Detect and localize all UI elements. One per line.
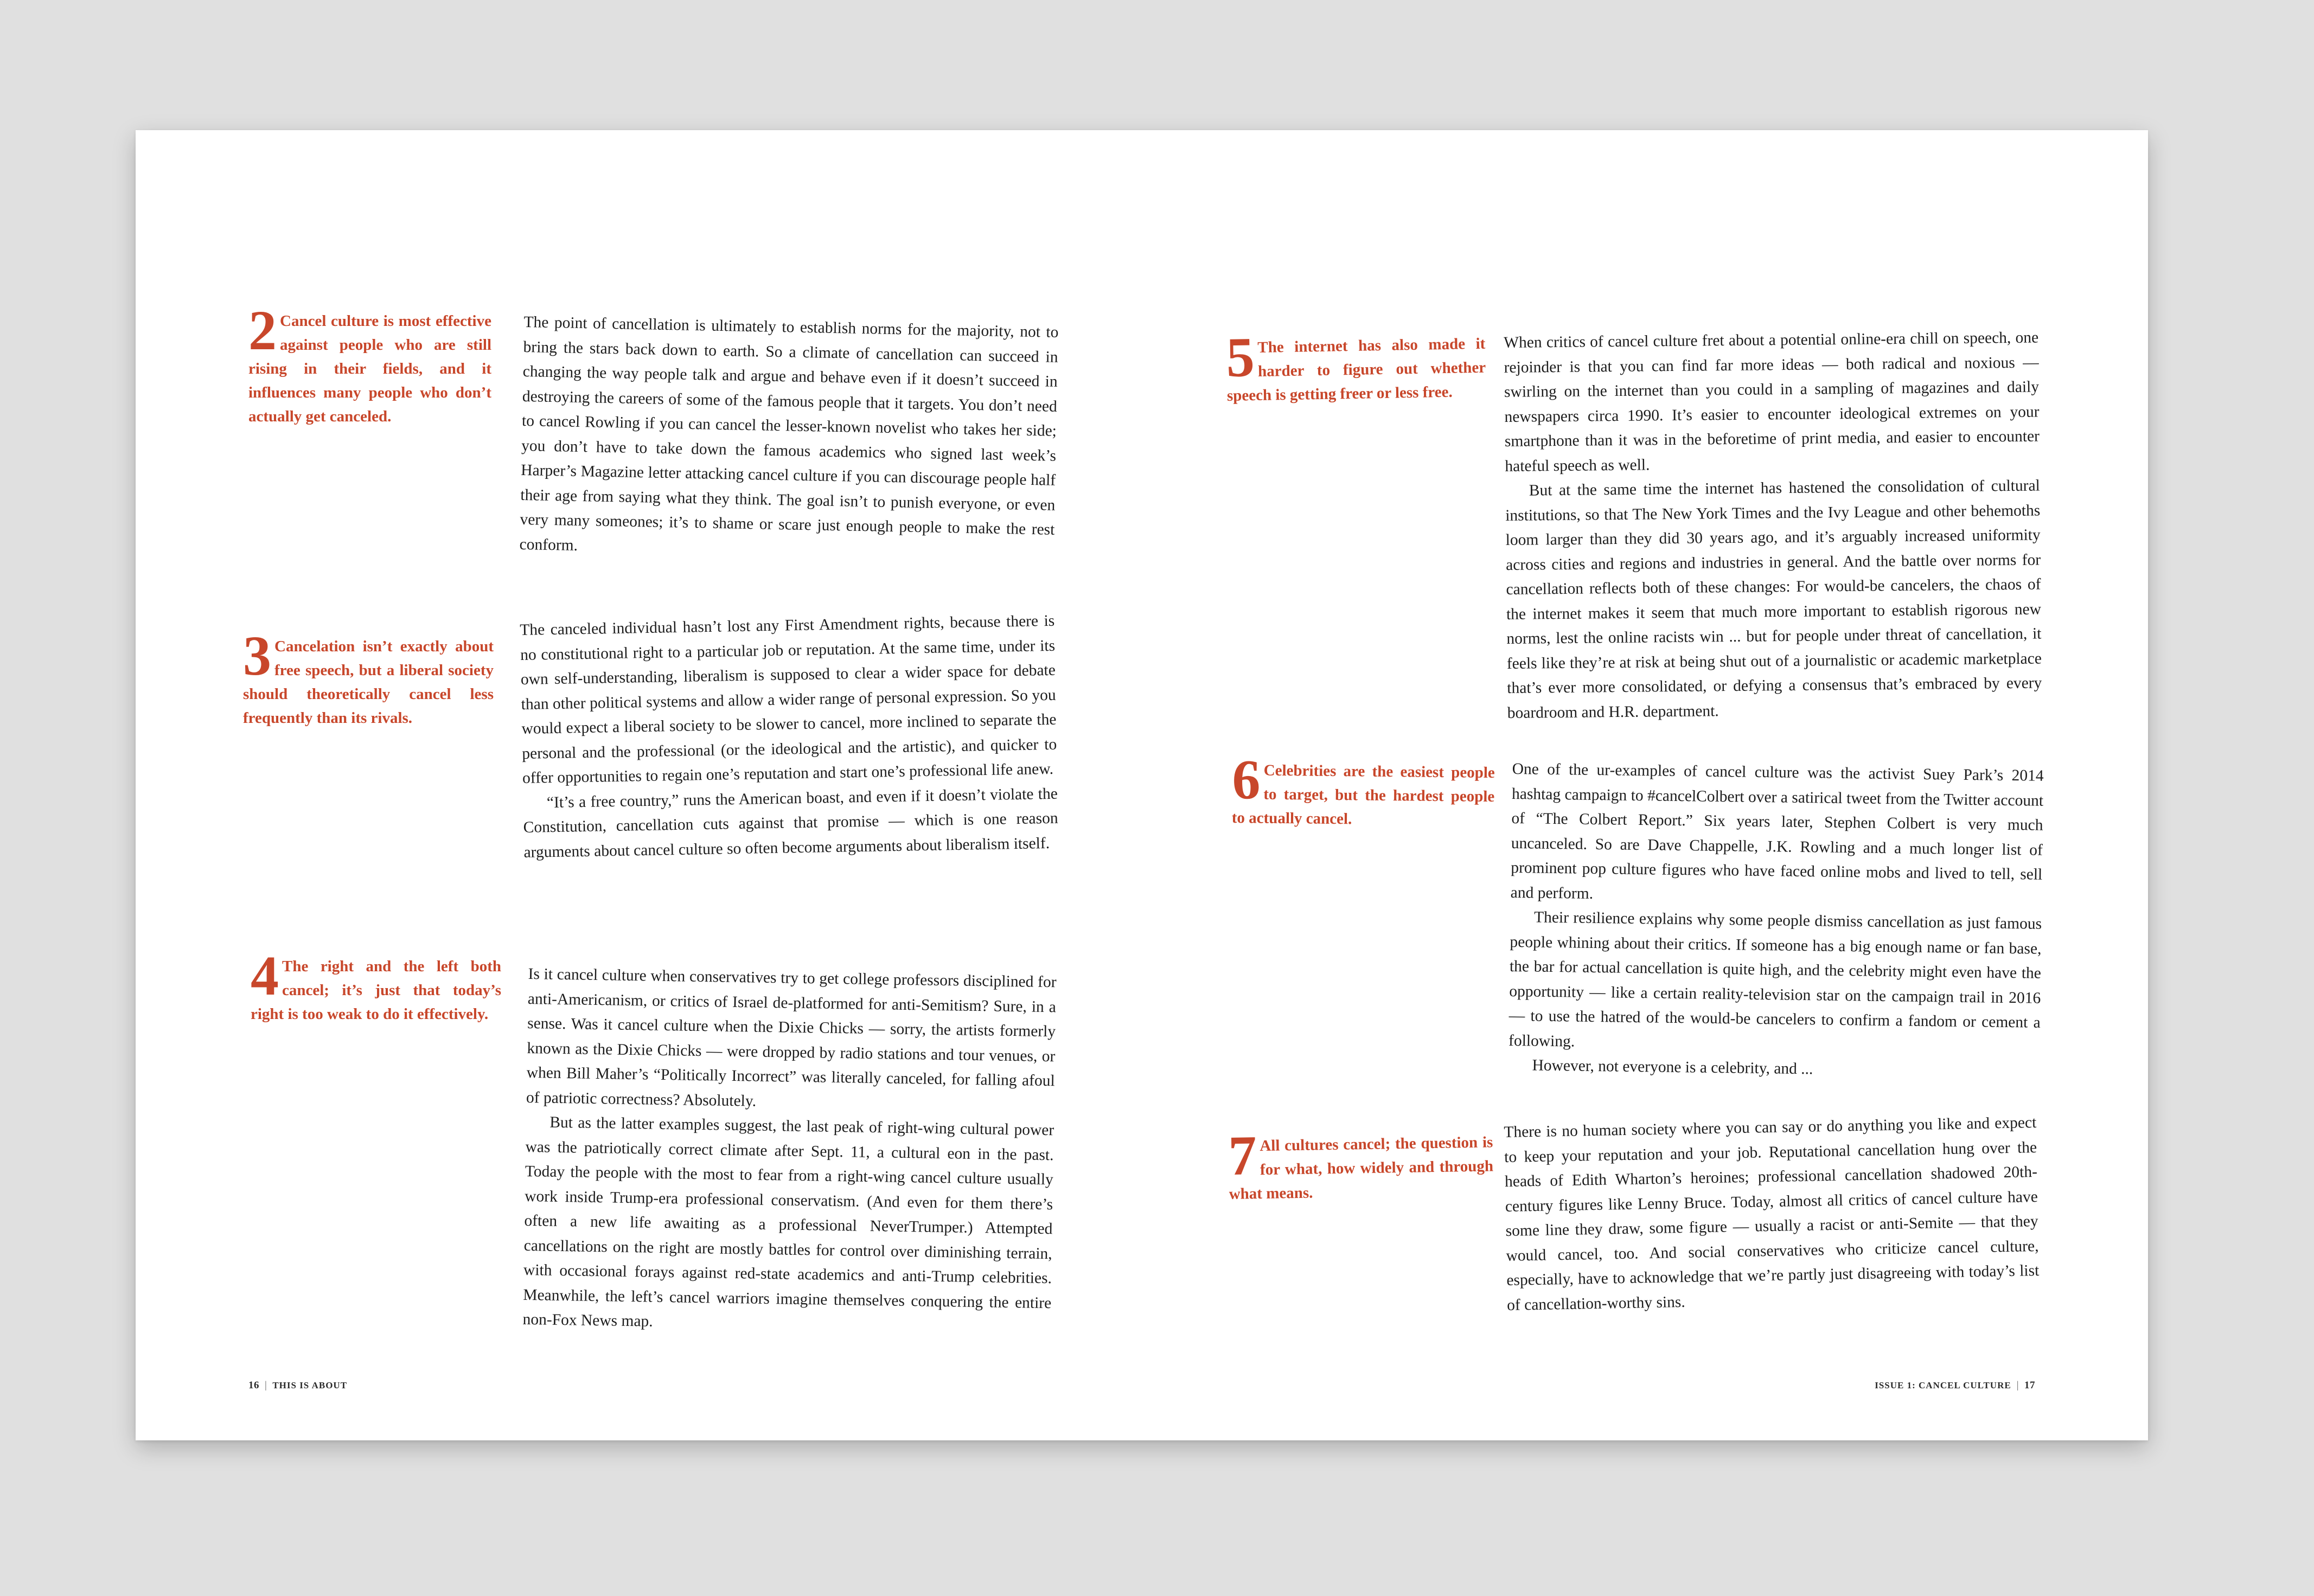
- section-number-2: 2: [248, 299, 277, 362]
- section-number-7: 7: [1228, 1124, 1257, 1187]
- paragraph: However, not everyone is a celebrity, and ...: [1532, 1056, 1813, 1078]
- paragraph: Is it cancel culture when conservatives try to get college professors disciplined for anti-Americanism, or critics of Israel de-platformed for anti-Semitism? Sure, in a sense. Was it cancel culture when the Dixie Chicks — sorry, the artists formerly known as the Dixie Chicks — were dropped by radio stations and tour venues, or when Bill Maher’s “Politically Incorrect” was literally canceled, for falling afoul of patriotic correctness? Absolutely.: [526, 965, 1057, 1110]
- magazine-title: THIS IS ABOUT: [272, 1380, 348, 1390]
- section-body-2: [519, 310, 1059, 567]
- section-number-3: 3: [243, 625, 271, 687]
- section-heading-2: [248, 299, 491, 428]
- paragraph: But as the latter examples suggest, the last peak of right-wing cultural power was the patriotically correct climate after Sept. 11, a cultural eon in the past. Today the people with the most to fear from a right-wing cancel culture usually work inside Trump-era professional conservatism. (And even for them there’s often a new life awaiting as a professional NeverTrumper.) Attempted cancellations on the right are mostly battles for control over diminishing terrain, with occasional forays against red-state academics and anti-Trump celebrities. Meanwhile, the left’s cancel warriors imagine themselves conquering the entire non-Fox News map.: [522, 1113, 1054, 1330]
- section-heading-text-6: Celebrities are the easiest people to target, but the hardest people to actually cancel.: [1231, 761, 1495, 828]
- section-number-6: 6: [1231, 748, 1261, 811]
- paragraph: The canceled individual hasn’t lost any First Amendment rights, because there is no constitutional right to a particular job or reputation. At the same time, under its own self-understanding, liberalism is supposed to clear a wider space for debate than other political systems and allow a wider range of personal expression. So you would expect a liberal society to be slower to cancel, more inclined to separate the personal and the professional (or the ideological and the artistic), and quicker to offer opportunities to regain one’s reputation and start one’s professional life anew.: [520, 612, 1057, 787]
- section-heading-5: [1225, 326, 1486, 408]
- section-heading-text-4: The right and the left both cancel; it’s just that today’s right is too weak to do it effectively.: [251, 958, 501, 1023]
- section-heading-text-7: All cultures cancel; the question is for what, how widely and through what means.: [1229, 1133, 1494, 1203]
- section-number-4: 4: [251, 945, 279, 1007]
- paragraph: There is no human society where you can say or do anything you like and expect to keep your reputation and your job. Reputational cancellation hung over the heads of Edith Wharton’s heroines; professional cancellation shadowed 20th-century figures like Lenny Bruce. Today, almost all critics of cancel culture have some line they draw, some figure — usually a racist or anti-Semite — that they would cancel, too. And social conservatives who criticize cancel culture, especially, have to acknowledge that we’re partly just disagreeing with today’s list of cancellation-worthy sins.: [1504, 1114, 2040, 1314]
- section-number-5: 5: [1225, 326, 1255, 389]
- footer-separator: |: [265, 1380, 267, 1391]
- paragraph: When critics of cancel culture fret about a potential online-era chill on speech, one rejoinder is that you can find far more ideas — both radical and noxious — swirling on the internet than you could in a sampling of magazines and daily newspapers circa 1990. It’s easier to encounter ideological extremes on your smartphone than it was in the beforetime of print media, and easier to encounter hateful speech as well.: [1504, 329, 2040, 475]
- section-heading-6: [1231, 748, 1495, 832]
- page-number-right: 17: [2024, 1380, 2035, 1391]
- section-body-7: [1504, 1111, 2040, 1318]
- paragraph: “It’s a free country,” runs the American boast, and even if it doesn’t violate the Constitution, cancellation cuts against that promise — which is one reason arguments about cancel culture so often become arguments about liberalism itself.: [523, 785, 1058, 861]
- section-body-3: [520, 609, 1059, 865]
- section-body-4: [522, 962, 1057, 1341]
- section-heading-text-5: The internet has also made it harder to figure out whether speech is getting freer or less free.: [1226, 335, 1486, 405]
- issue-title: ISSUE 1: CANCEL CULTURE: [1875, 1380, 2011, 1390]
- paragraph: But at the same time the internet has hastened the consolidation of cultural institutions, so that The New York Times and the Ivy League and other behemoths loom larger than they did 30 years ago, and it’s arguably increased uniformity across cities and regions and industries in general. And the battle over norms for cancellation reflects both of these changes: For would-be cancelers, the chaos of the internet makes it seem that much more important to establish rigorous new norms, lest the online racists win ... but for people under threat of cancellation, it feels like they’re at risk at being shut out of a journalistic or academic marketplace that’s ever more consolidated, or defying a consensus that’s embraced by every boardroom and H.R. department.: [1505, 477, 2042, 722]
- footer-separator: |: [2016, 1380, 2019, 1391]
- section-heading-4: [251, 945, 501, 1026]
- section-heading-text-2: Cancel culture is most effective against people who are still rising in their fields, and it influences many people who don’t actually get canceled.: [248, 312, 491, 425]
- footer-left: [248, 1380, 347, 1392]
- paragraph: Their resilience explains why some people dismiss cancellation as just famous people whining about their critics. If someone has a big enough name or fan base, the bar for actual cancellation is quite high, and the celebrity might even have the opportunity — like a certain reality-television star on the campaign trail in 2016 — to use the hatred of the would-be cancelers to confirm a fandom or cement a following.: [1508, 908, 2042, 1050]
- paragraph: One of the ur-examples of cancel culture was the activist Suey Park’s 2014 hashtag campaign to #cancelColbert over a satirical tweet from the Twitter account of “The Colbert Report.” Six years later, Stephen Colbert is very much uncanceled. So are Dave Chappelle, J.K. Rowling and a much longer list of prominent pop culture figures who have faced online mobs and lived to tell, sell and perform.: [1510, 760, 2044, 902]
- page-number-left: 16: [248, 1380, 259, 1391]
- section-heading-3: [243, 625, 494, 730]
- section-body-6: [1508, 757, 2044, 1085]
- magazine-spread: [136, 130, 2148, 1440]
- section-heading-text-3: Cancelation isn’t exactly about free speech, but a liberal society should theoretically cancel less frequently than its rivals.: [243, 638, 494, 727]
- paragraph: The point of cancellation is ultimately to establish norms for the majority, not to bring the stars back down to earth. So a climate of cancellation can succeed in changing the way people talk and argue and behave even if it doesn’t succeed in destroying the careers of some of the famous people that it targets. You don’t need to cancel Rowling if you can cancel the lesser-known novelist who takes her side; you don’t have to take down the famous academics who signed last week’s Harper’s Magazine letter attacking cancel culture if you can discourage people half their age from saying what they think. The goal isn’t to punish everyone, or even very many someones; it’s to shame or scare just enough people to make the rest conform.: [519, 313, 1059, 554]
- footer-right: [1875, 1380, 2035, 1392]
- section-body-5: [1504, 326, 2042, 726]
- section-heading-7: [1228, 1124, 1494, 1206]
